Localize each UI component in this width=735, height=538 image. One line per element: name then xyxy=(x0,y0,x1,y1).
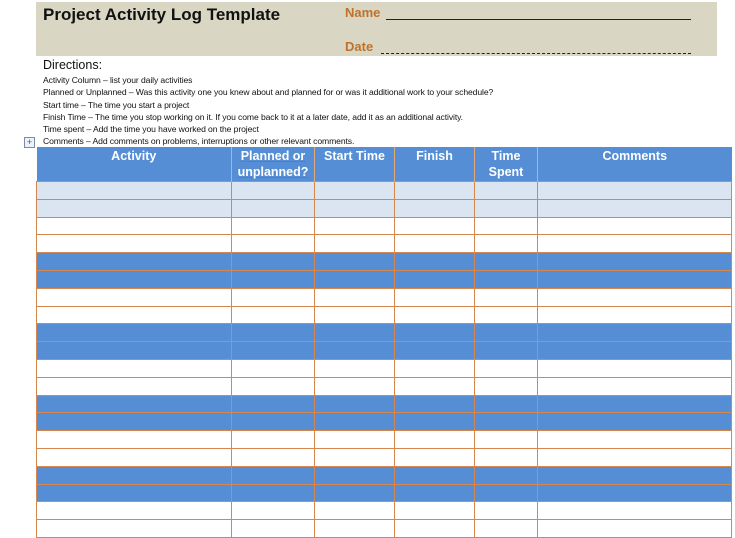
table-row xyxy=(37,502,732,520)
table-cell[interactable] xyxy=(232,377,315,395)
table-cell[interactable] xyxy=(475,253,538,271)
direction-planned: Planned or Unplanned – Was this activity one you knew about and planned for or was it additional work to your schedule? xyxy=(43,87,494,97)
table-cell[interactable] xyxy=(538,342,732,360)
table-cell[interactable] xyxy=(37,306,232,324)
table-cell[interactable] xyxy=(315,520,395,538)
table-cell[interactable] xyxy=(232,270,315,288)
table-cell[interactable] xyxy=(395,359,475,377)
table-cell[interactable] xyxy=(315,306,395,324)
table-row xyxy=(37,466,732,484)
table-cell[interactable] xyxy=(395,235,475,253)
move-anchor-icon[interactable]: + xyxy=(24,137,35,148)
table-cell[interactable] xyxy=(395,324,475,342)
column-header-planned-text: Planned or unplanned? xyxy=(237,149,309,179)
table-cell[interactable] xyxy=(475,377,538,395)
table-row xyxy=(37,217,732,235)
table-cell[interactable] xyxy=(475,199,538,217)
table-cell[interactable] xyxy=(37,182,232,200)
table-cell[interactable] xyxy=(538,253,732,271)
table-cell[interactable] xyxy=(475,270,538,288)
direction-activity: Activity Column – list your daily activities xyxy=(43,75,193,85)
table-row xyxy=(37,270,732,288)
table-cell[interactable] xyxy=(395,270,475,288)
column-header-comments: Comments xyxy=(538,147,732,182)
table-cell[interactable] xyxy=(315,182,395,200)
table-cell[interactable] xyxy=(37,217,232,235)
table-cell[interactable] xyxy=(538,431,732,449)
table-cell[interactable] xyxy=(475,395,538,413)
column-header-planned xyxy=(232,147,315,182)
table-row xyxy=(37,377,732,395)
table-cell[interactable] xyxy=(232,199,315,217)
table-row xyxy=(37,288,732,306)
table-cell[interactable] xyxy=(538,359,732,377)
table-cell[interactable] xyxy=(538,217,732,235)
column-header-time-spent: Time Spent xyxy=(475,147,538,182)
table-cell[interactable] xyxy=(395,395,475,413)
table-row xyxy=(37,182,732,200)
table-cell[interactable] xyxy=(37,448,232,466)
table-cell[interactable] xyxy=(538,270,732,288)
table-cell[interactable] xyxy=(395,199,475,217)
table-cell[interactable] xyxy=(475,359,538,377)
table-cell[interactable] xyxy=(315,342,395,360)
name-field-line[interactable] xyxy=(386,19,691,20)
table-header-row xyxy=(37,147,732,182)
table-cell[interactable] xyxy=(395,253,475,271)
table-row xyxy=(37,395,732,413)
table-cell[interactable] xyxy=(232,431,315,449)
table-cell[interactable] xyxy=(395,520,475,538)
table-cell[interactable] xyxy=(475,306,538,324)
table-cell[interactable] xyxy=(475,235,538,253)
table-cell[interactable] xyxy=(232,484,315,502)
table-cell[interactable] xyxy=(395,466,475,484)
table-cell[interactable] xyxy=(315,199,395,217)
table-cell[interactable] xyxy=(538,235,732,253)
table-cell[interactable] xyxy=(232,253,315,271)
column-header-activity: Activity xyxy=(37,147,232,182)
direction-finish-time: Finish Time – The time you stop working on it. If you come back to it at a later date, add it as an additional activity. xyxy=(43,112,463,122)
table-cell[interactable] xyxy=(232,359,315,377)
table-cell[interactable] xyxy=(475,431,538,449)
direction-comments: Comments – Add comments on problems, interruptions or other relevant comments. xyxy=(43,136,355,146)
date-field-line[interactable] xyxy=(381,53,691,54)
table-cell[interactable] xyxy=(315,235,395,253)
table-row xyxy=(37,199,732,217)
table-cell[interactable] xyxy=(475,324,538,342)
table-cell[interactable] xyxy=(37,377,232,395)
table-cell[interactable] xyxy=(315,502,395,520)
table-cell[interactable] xyxy=(395,342,475,360)
table-row xyxy=(37,253,732,271)
table-cell[interactable] xyxy=(37,431,232,449)
table-cell[interactable] xyxy=(37,359,232,377)
table-cell[interactable] xyxy=(232,182,315,200)
table-cell[interactable] xyxy=(395,306,475,324)
table-cell[interactable] xyxy=(315,484,395,502)
table-cell[interactable] xyxy=(475,217,538,235)
table-cell[interactable] xyxy=(37,484,232,502)
table-cell[interactable] xyxy=(475,502,538,520)
table-cell[interactable] xyxy=(232,324,315,342)
table-cell[interactable] xyxy=(232,306,315,324)
table-cell[interactable] xyxy=(538,288,732,306)
table-cell[interactable] xyxy=(395,288,475,306)
table-cell[interactable] xyxy=(315,431,395,449)
table-cell[interactable] xyxy=(232,448,315,466)
table-cell[interactable] xyxy=(37,288,232,306)
table-cell[interactable] xyxy=(232,413,315,431)
table-cell[interactable] xyxy=(475,182,538,200)
table-cell[interactable] xyxy=(475,342,538,360)
table-cell[interactable] xyxy=(475,484,538,502)
table-cell[interactable] xyxy=(475,448,538,466)
table-row xyxy=(37,342,732,360)
table-cell[interactable] xyxy=(232,342,315,360)
table-cell[interactable] xyxy=(538,324,732,342)
table-cell[interactable] xyxy=(395,502,475,520)
table-row xyxy=(37,520,732,538)
table-cell[interactable] xyxy=(315,324,395,342)
column-header-finish: Finish xyxy=(395,147,475,182)
table-cell[interactable] xyxy=(232,395,315,413)
table-cell[interactable] xyxy=(37,253,232,271)
table-cell[interactable] xyxy=(232,520,315,538)
table-cell[interactable] xyxy=(538,413,732,431)
table-cell[interactable] xyxy=(538,395,732,413)
table-cell[interactable] xyxy=(315,253,395,271)
table-cell[interactable] xyxy=(37,520,232,538)
direction-start-time: Start time – The time you start a project xyxy=(43,100,190,110)
header-band xyxy=(36,2,717,56)
table-cell[interactable] xyxy=(37,502,232,520)
table-cell[interactable] xyxy=(538,306,732,324)
table-cell[interactable] xyxy=(395,431,475,449)
table-cell[interactable] xyxy=(538,199,732,217)
table-cell[interactable] xyxy=(395,448,475,466)
table-cell[interactable] xyxy=(395,182,475,200)
table-cell[interactable] xyxy=(315,288,395,306)
table-cell[interactable] xyxy=(395,413,475,431)
table-cell[interactable] xyxy=(538,182,732,200)
table-cell[interactable] xyxy=(475,413,538,431)
activity-log-table xyxy=(36,147,732,538)
table-cell[interactable] xyxy=(538,377,732,395)
table-cell[interactable] xyxy=(232,217,315,235)
table-cell[interactable] xyxy=(315,413,395,431)
table-row xyxy=(37,448,732,466)
table-cell[interactable] xyxy=(538,502,732,520)
directions-heading: Directions: xyxy=(43,58,103,72)
table-cell[interactable] xyxy=(538,520,732,538)
column-header-start-time: Start Time xyxy=(315,147,395,182)
table-row xyxy=(37,359,732,377)
table-row xyxy=(37,431,732,449)
table-cell[interactable] xyxy=(315,448,395,466)
table-cell[interactable] xyxy=(395,377,475,395)
table-row xyxy=(37,235,732,253)
table-cell[interactable] xyxy=(538,448,732,466)
table-cell[interactable] xyxy=(37,270,232,288)
table-row xyxy=(37,413,732,431)
table-cell[interactable] xyxy=(315,466,395,484)
table-cell[interactable] xyxy=(538,484,732,502)
table-cell[interactable] xyxy=(37,342,232,360)
table-cell[interactable] xyxy=(37,413,232,431)
direction-time-spent: Time spent – Add the time you have worked on the project xyxy=(43,124,259,134)
table-cell[interactable] xyxy=(232,502,315,520)
table-cell[interactable] xyxy=(315,217,395,235)
table-cell[interactable] xyxy=(475,520,538,538)
table-cell[interactable] xyxy=(315,377,395,395)
table-cell[interactable] xyxy=(395,484,475,502)
table-cell[interactable] xyxy=(315,359,395,377)
table-row xyxy=(37,484,732,502)
table-cell[interactable] xyxy=(395,217,475,235)
table-cell[interactable] xyxy=(315,395,395,413)
table-cell[interactable] xyxy=(37,199,232,217)
table-cell[interactable] xyxy=(232,235,315,253)
table-row xyxy=(37,324,732,342)
table-cell[interactable] xyxy=(232,288,315,306)
date-label: Date xyxy=(345,39,374,54)
table-cell[interactable] xyxy=(37,466,232,484)
table-cell[interactable] xyxy=(475,466,538,484)
table-cell[interactable] xyxy=(475,288,538,306)
name-label: Name xyxy=(345,5,381,20)
table-cell[interactable] xyxy=(315,270,395,288)
table-cell[interactable] xyxy=(232,466,315,484)
table-cell[interactable] xyxy=(538,466,732,484)
table-row xyxy=(37,306,732,324)
table-cell[interactable] xyxy=(37,324,232,342)
table-cell[interactable] xyxy=(37,235,232,253)
table-body xyxy=(37,182,732,538)
table-cell[interactable] xyxy=(37,395,232,413)
page-title: Project Activity Log Template xyxy=(43,5,281,24)
